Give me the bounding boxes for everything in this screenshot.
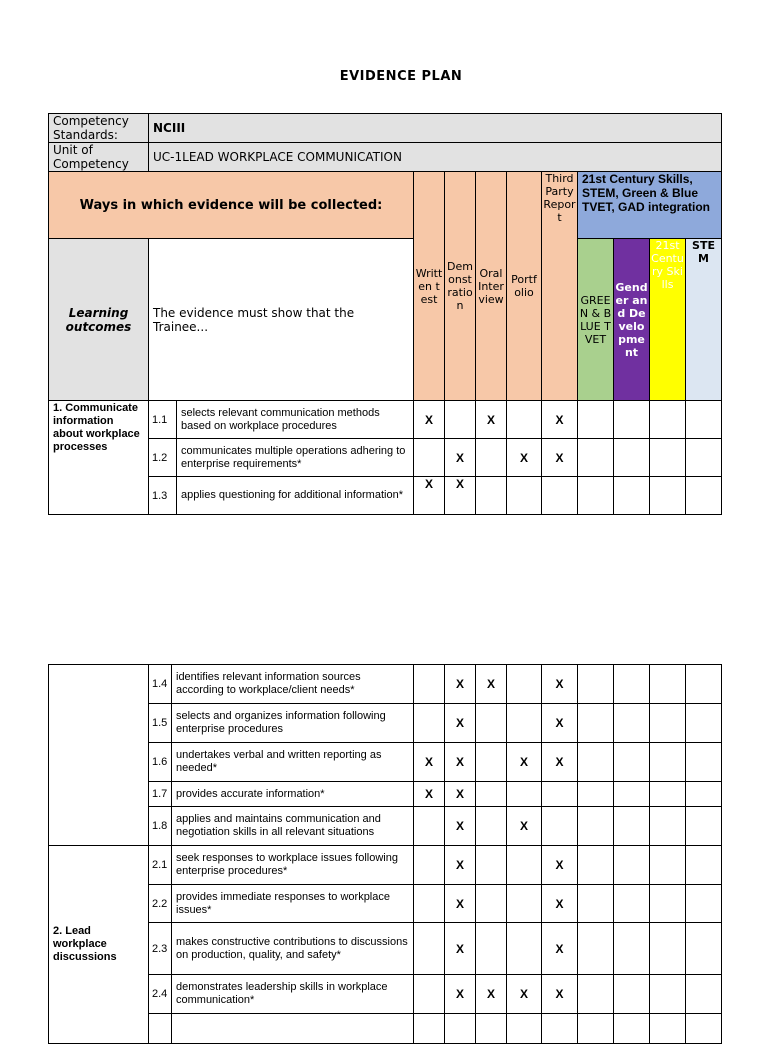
mark-cell: X xyxy=(414,782,445,807)
criterion-text: makes constructive contributions to discussions on production, quality, and safety* xyxy=(176,935,408,961)
mark-cell xyxy=(507,846,542,885)
mark-cell: X xyxy=(414,401,445,439)
mark-cell: X xyxy=(542,665,578,704)
mark-cell: X xyxy=(507,807,542,846)
criterion-number: 1.6 xyxy=(149,743,172,782)
criterion-number: 1.8 xyxy=(149,807,172,846)
evidence-criteria-header: The evidence must show that the Trainee... xyxy=(149,239,414,401)
table-row xyxy=(49,477,722,515)
mark-cell xyxy=(414,846,445,885)
mark-cell: X xyxy=(445,439,476,477)
mark-cell xyxy=(476,923,507,975)
mark-cell: X xyxy=(542,975,578,1014)
mark-cell: X xyxy=(445,846,476,885)
mark-cell xyxy=(445,401,476,439)
method-third-party-report: Third Party Report xyxy=(542,172,578,401)
mark-cell: X xyxy=(542,439,578,477)
mark-cell: X xyxy=(445,975,476,1014)
mark-cell xyxy=(414,807,445,846)
mark-cell xyxy=(542,477,578,515)
mark-cell: X xyxy=(445,665,476,704)
criterion-number: 2.2 xyxy=(149,885,172,923)
integration-stem: STEM xyxy=(686,239,722,401)
competency-standards-value: NCIII xyxy=(149,114,722,143)
mark-cell xyxy=(414,665,445,704)
mark-cell xyxy=(414,975,445,1014)
method-oral-interview: Oral Interview xyxy=(476,172,507,401)
mark-cell xyxy=(507,923,542,975)
mark-cell xyxy=(476,885,507,923)
criterion-number: 1.7 xyxy=(149,782,172,807)
mark-cell: X xyxy=(445,923,476,975)
mark-cell: X xyxy=(476,975,507,1014)
unit-of-competency-label: Unit of Competency xyxy=(49,143,149,172)
criterion-text: applies questioning for additional information* xyxy=(181,489,403,501)
mark-cell xyxy=(476,704,507,743)
mark-cell xyxy=(414,704,445,743)
criterion-number: 1.5 xyxy=(149,704,172,743)
mark-cell xyxy=(507,401,542,439)
mark-cell: X xyxy=(507,975,542,1014)
mark-cell: X xyxy=(476,401,507,439)
mark-cell xyxy=(476,807,507,846)
criterion-text: applies and maintains communication and negotiation skills in all relevant situations xyxy=(176,813,381,838)
ways-of-collection-header: Ways in which evidence will be collected: xyxy=(49,172,414,239)
table-row xyxy=(49,439,722,477)
mark-cell: X xyxy=(414,477,445,515)
mark-cell: X xyxy=(445,477,476,515)
criterion-text: provides accurate information* xyxy=(176,787,325,800)
criterion-text: selects and organizes information following enterprise procedures xyxy=(176,710,386,735)
table-row xyxy=(49,665,722,704)
criterion-number: 1.1 xyxy=(149,401,177,439)
mark-cell: X xyxy=(542,885,578,923)
mark-cell: X xyxy=(445,743,476,782)
mark-cell xyxy=(542,782,578,807)
mark-cell: X xyxy=(445,807,476,846)
criterion-number: 1.3 xyxy=(149,477,177,515)
mark-cell: X xyxy=(445,782,476,807)
mark-cell xyxy=(507,665,542,704)
mark-cell xyxy=(476,477,507,515)
mark-cell xyxy=(507,782,542,807)
mark-cell xyxy=(476,846,507,885)
integration-green-blue-tvet: GREEN & BLUE TVET xyxy=(578,239,614,401)
criterion-text: undertakes verbal and written reporting as needed* xyxy=(176,749,382,774)
table-row xyxy=(49,1014,722,1044)
evidence-plan-table xyxy=(48,113,722,515)
mark-cell xyxy=(476,743,507,782)
mark-cell: X xyxy=(542,704,578,743)
mark-cell: X xyxy=(542,743,578,782)
page-title: EVIDENCE PLAN xyxy=(339,69,463,84)
mark-cell: X xyxy=(507,743,542,782)
mark-cell: X xyxy=(542,846,578,885)
competency-standards-label: Competency Standards: xyxy=(49,114,149,143)
table-row xyxy=(49,923,722,975)
table-row xyxy=(49,743,722,782)
learning-outcome-2: 2. Lead workplace discussions xyxy=(49,846,149,1044)
mark-cell xyxy=(476,439,507,477)
criterion-text: selects relevant communication methods based on workplace procedures xyxy=(181,406,380,432)
table-row xyxy=(49,704,722,743)
mark-cell xyxy=(414,923,445,975)
mark-cell: X xyxy=(507,439,542,477)
learning-outcome-1-continued xyxy=(49,665,149,846)
evidence-plan-table-continued xyxy=(48,664,722,1044)
table-row xyxy=(49,975,722,1014)
mark-cell: X xyxy=(445,704,476,743)
integration-21st-century-skills: 21st Century Skills xyxy=(650,239,686,401)
mark-cell: X xyxy=(542,923,578,975)
criterion-number: 2.4 xyxy=(149,975,172,1014)
learning-outcomes-header: Learning outcomes xyxy=(49,239,149,401)
criterion-number: 2.3 xyxy=(149,923,172,975)
mark-cell xyxy=(476,782,507,807)
mark-cell xyxy=(507,704,542,743)
mark-cell xyxy=(414,885,445,923)
unit-of-competency-value: UC-1LEAD WORKPLACE COMMUNICATION xyxy=(149,143,722,172)
learning-outcome-1: 1. Communicate information about workplace processes xyxy=(49,401,149,515)
criterion-text: identifies relevant information sources according to workplace/client needs* xyxy=(176,671,361,696)
criterion-number: 1.2 xyxy=(149,439,177,477)
method-portfolio: Portfolio xyxy=(507,172,542,401)
criterion-text: demonstrates leadership skills in workplace communication* xyxy=(176,981,388,1006)
mark-cell: X xyxy=(414,743,445,782)
table-row xyxy=(49,782,722,807)
integration-gender-development: Gender and Development xyxy=(614,239,650,401)
table-row xyxy=(49,846,722,885)
table-row xyxy=(49,401,722,439)
criterion-text: provides immediate responses to workplace issues* xyxy=(176,890,390,916)
method-demonstration: Demonstration xyxy=(445,172,476,401)
mark-cell xyxy=(507,885,542,923)
mark-cell xyxy=(542,807,578,846)
integration-header: 21st Century Skills, STEM, Green & Blue TVET, GAD integration xyxy=(578,172,722,239)
criterion-number: 1.4 xyxy=(149,665,172,704)
table-row xyxy=(49,807,722,846)
mark-cell: X xyxy=(542,401,578,439)
mark-cell: X xyxy=(445,885,476,923)
mark-cell: X xyxy=(476,665,507,704)
table-row xyxy=(49,885,722,923)
criterion-number: 2.1 xyxy=(149,846,172,885)
mark-cell xyxy=(414,439,445,477)
mark-cell xyxy=(507,477,542,515)
criterion-text: seek responses to workplace issues following enterprise procedures* xyxy=(176,852,398,877)
criterion-text: communicates multiple operations adhering to enterprise requirements* xyxy=(181,444,406,470)
method-written-test: Written test xyxy=(414,172,445,401)
